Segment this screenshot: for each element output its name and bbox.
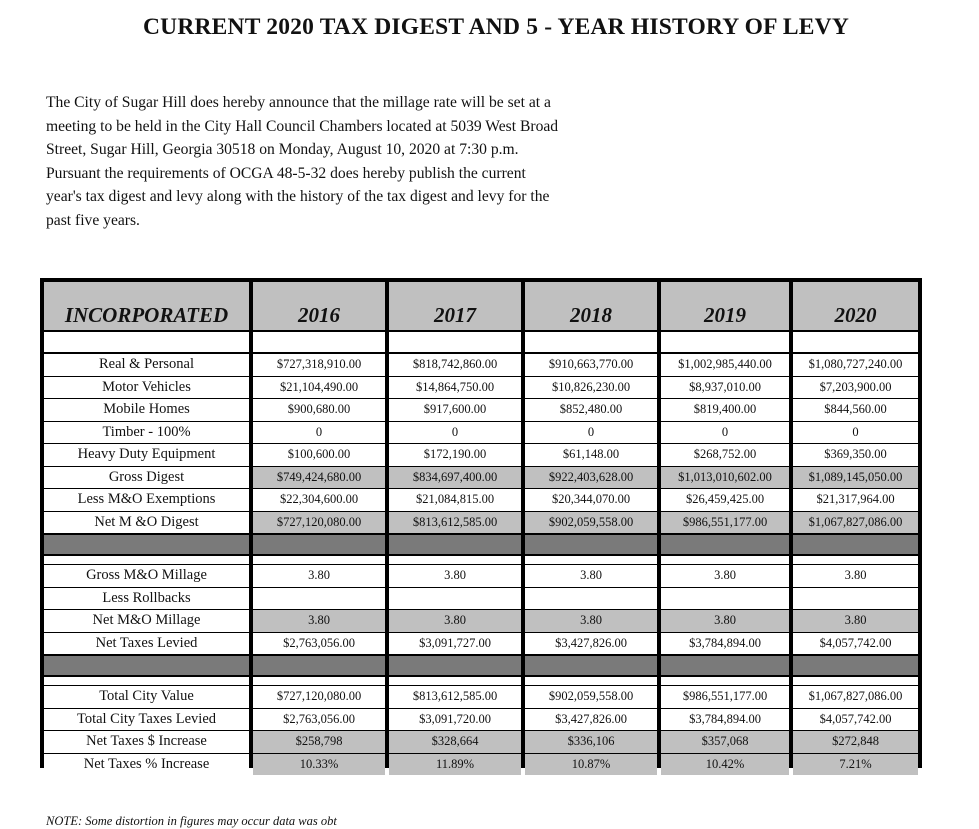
spacer-row [793, 677, 918, 685]
row-value: $336,106 [525, 731, 657, 753]
separator-row [389, 535, 521, 554]
intro-line: past five years. [46, 211, 140, 229]
intro-line: Street, Sugar Hill, Georgia 30518 on Monday, August 10, 2020 at 7:30 p.m. [46, 141, 519, 158]
spacer-row [525, 332, 657, 352]
row-value: $26,459,425.00 [661, 489, 789, 511]
spacer-row [525, 677, 657, 685]
spacer-row [389, 677, 521, 685]
row-value: 7.21% [793, 754, 918, 776]
spacer-row [253, 677, 385, 685]
row-value: 3.80 [661, 610, 789, 632]
row-value: $21,084,815.00 [389, 489, 521, 511]
row-label: Total City Taxes Levied [44, 709, 249, 731]
spacer-row [525, 556, 657, 564]
row-value: $22,304,600.00 [253, 489, 385, 511]
row-value [389, 588, 521, 610]
row-value: $922,403,628.00 [525, 467, 657, 489]
row-label: Net Taxes % Increase [44, 754, 249, 776]
spacer-row [44, 677, 249, 685]
header-year: 2020 [793, 282, 918, 330]
row-value: $272,848 [793, 731, 918, 753]
row-value: 3.80 [793, 565, 918, 587]
row-value: $3,427,826.00 [525, 633, 657, 655]
separator-row [253, 656, 385, 675]
footnote: NOTE: Some distortion in figures may occur data was obt [46, 814, 337, 828]
row-value: 10.87% [525, 754, 657, 776]
row-value: $3,091,727.00 [389, 633, 521, 655]
intro-line: Pursuant the requirements of OCGA 48-5-32 does hereby publish the current [46, 164, 526, 182]
row-value: $986,551,177.00 [661, 686, 789, 708]
separator-row [793, 535, 918, 554]
header-year: 2019 [661, 282, 789, 330]
row-value: $1,002,985,440.00 [661, 354, 789, 376]
row-value: $902,059,558.00 [525, 686, 657, 708]
intro-paragraph [46, 91, 686, 232]
separator-row [44, 535, 249, 554]
row-value: 3.80 [525, 610, 657, 632]
row-value: 3.80 [389, 610, 521, 632]
spacer-row [661, 332, 789, 352]
row-value: $14,864,750.00 [389, 377, 521, 399]
row-value: $986,551,177.00 [661, 512, 789, 534]
row-value: 0 [389, 422, 521, 444]
row-label: Heavy Duty Equipment [44, 444, 249, 466]
row-value: $813,612,585.00 [389, 512, 521, 534]
spacer-row [44, 556, 249, 564]
row-value: $61,148.00 [525, 444, 657, 466]
separator-row [525, 656, 657, 675]
row-value: 3.80 [661, 565, 789, 587]
row-value: $819,400.00 [661, 399, 789, 421]
row-value: $7,203,900.00 [793, 377, 918, 399]
row-value [253, 588, 385, 610]
header-year: 2016 [253, 282, 385, 330]
row-label: Total City Value [44, 686, 249, 708]
row-label: Net Taxes Levied [44, 633, 249, 655]
row-value: 3.80 [253, 565, 385, 587]
row-value: $20,344,070.00 [525, 489, 657, 511]
header-incorporated: INCORPORATED [44, 282, 249, 330]
row-value: $834,697,400.00 [389, 467, 521, 489]
row-value: $818,742,860.00 [389, 354, 521, 376]
row-label: Motor Vehicles [44, 377, 249, 399]
page-title: CURRENT 2020 TAX DIGEST AND 5 - YEAR HISTORY OF LEVY [143, 14, 849, 40]
row-value: $727,120,080.00 [253, 512, 385, 534]
separator-row [253, 535, 385, 554]
row-label: Gross M&O Millage [44, 565, 249, 587]
row-label: Net M &O Digest [44, 512, 249, 534]
header-year: 2018 [525, 282, 657, 330]
row-label: Less M&O Exemptions [44, 489, 249, 511]
row-value: 3.80 [793, 610, 918, 632]
row-value: 10.42% [661, 754, 789, 776]
row-value: $902,059,558.00 [525, 512, 657, 534]
intro-line: The City of Sugar Hill does hereby announce that the millage rate will be set at a [46, 94, 551, 111]
row-label: Net Taxes $ Increase [44, 731, 249, 753]
row-value: $852,480.00 [525, 399, 657, 421]
spacer-row [389, 332, 521, 352]
row-value: $357,068 [661, 731, 789, 753]
row-value [525, 588, 657, 610]
row-value: $1,067,827,086.00 [793, 686, 918, 708]
row-label: Timber - 100% [44, 422, 249, 444]
spacer-row [661, 556, 789, 564]
row-value: $2,763,056.00 [253, 633, 385, 655]
row-value [661, 588, 789, 610]
row-value: $813,612,585.00 [389, 686, 521, 708]
row-value: $2,763,056.00 [253, 709, 385, 731]
row-value: $258,798 [253, 731, 385, 753]
row-label: Real & Personal [44, 354, 249, 376]
tax-digest-table [40, 278, 922, 772]
separator-row [793, 656, 918, 675]
spacer-row [793, 556, 918, 564]
spacer-row [253, 332, 385, 352]
spacer-row [253, 556, 385, 564]
row-value: $749,424,680.00 [253, 467, 385, 489]
row-value: $3,784,894.00 [661, 709, 789, 731]
row-value: $100,600.00 [253, 444, 385, 466]
row-value: 0 [253, 422, 385, 444]
row-value: $1,080,727,240.00 [793, 354, 918, 376]
row-value: $8,937,010.00 [661, 377, 789, 399]
separator-row [525, 535, 657, 554]
header-year: 2017 [389, 282, 521, 330]
row-label: Mobile Homes [44, 399, 249, 421]
spacer-row [661, 677, 789, 685]
row-value: 3.80 [253, 610, 385, 632]
row-value: 0 [793, 422, 918, 444]
row-value: $21,317,964.00 [793, 489, 918, 511]
spacer-row [44, 332, 249, 352]
row-value: $268,752.00 [661, 444, 789, 466]
row-value: $1,089,145,050.00 [793, 467, 918, 489]
separator-row [661, 535, 789, 554]
row-value: $3,784,894.00 [661, 633, 789, 655]
row-value: 0 [525, 422, 657, 444]
row-value: 0 [661, 422, 789, 444]
row-value: $910,663,770.00 [525, 354, 657, 376]
row-value: $3,091,720.00 [389, 709, 521, 731]
row-value: $844,560.00 [793, 399, 918, 421]
spacer-row [389, 556, 521, 564]
row-value [793, 588, 918, 610]
row-label: Less Rollbacks [44, 588, 249, 610]
row-value: 10.33% [253, 754, 385, 776]
row-value: $369,350.00 [793, 444, 918, 466]
row-value: $21,104,490.00 [253, 377, 385, 399]
separator-row [661, 656, 789, 675]
row-value: $4,057,742.00 [793, 709, 918, 731]
row-value: $900,680.00 [253, 399, 385, 421]
row-value: $727,318,910.00 [253, 354, 385, 376]
separator-row [389, 656, 521, 675]
row-value: $3,427,826.00 [525, 709, 657, 731]
separator-row [44, 656, 249, 675]
row-value: $1,067,827,086.00 [793, 512, 918, 534]
row-label: Net M&O Millage [44, 610, 249, 632]
row-value: $10,826,230.00 [525, 377, 657, 399]
row-value: $917,600.00 [389, 399, 521, 421]
intro-line: year's tax digest and levy along with the history of the tax digest and levy for the [46, 188, 550, 205]
row-value: 3.80 [389, 565, 521, 587]
spacer-row [793, 332, 918, 352]
row-value: $328,664 [389, 731, 521, 753]
row-value: $172,190.00 [389, 444, 521, 466]
row-value: $727,120,080.00 [253, 686, 385, 708]
row-value: 11.89% [389, 754, 521, 776]
row-value: $1,013,010,602.00 [661, 467, 789, 489]
row-value: 3.80 [525, 565, 657, 587]
row-label: Gross Digest [44, 467, 249, 489]
intro-line: meeting to be held in the City Hall Council Chambers located at 5039 West Broad [46, 117, 559, 135]
row-value: $4,057,742.00 [793, 633, 918, 655]
